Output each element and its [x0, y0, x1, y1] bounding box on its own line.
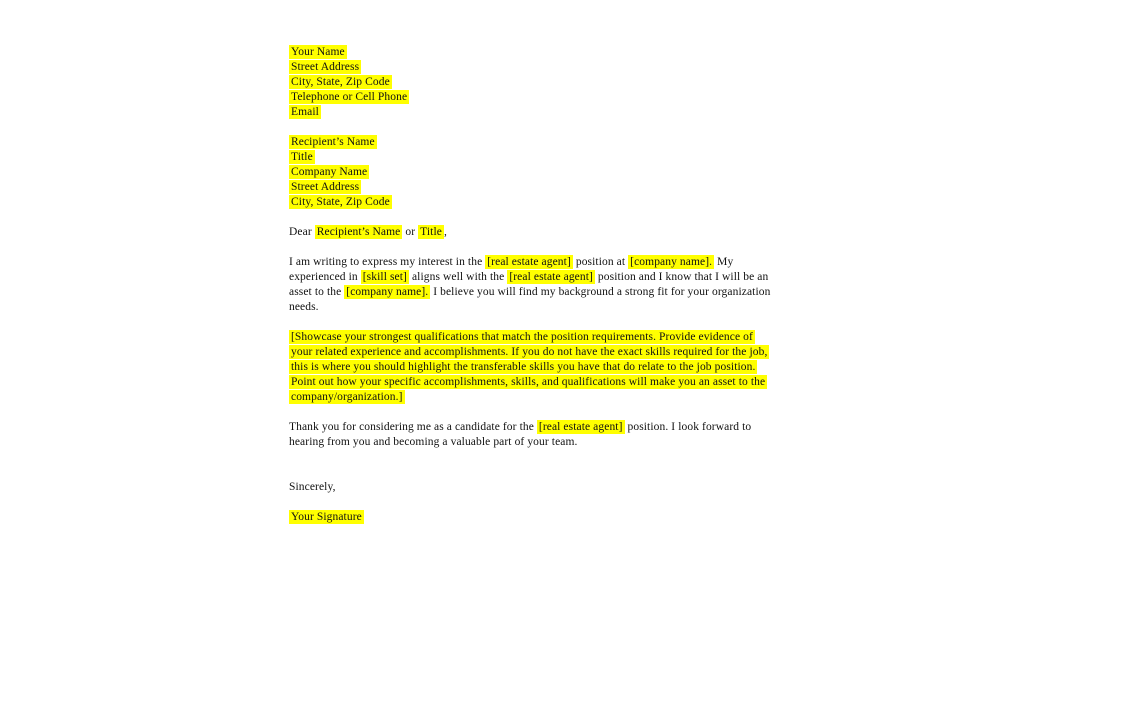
letter-line	[289, 435, 809, 450]
highlighted-placeholder: Title	[420, 226, 442, 238]
salutation-block	[289, 225, 809, 240]
letter-text: My	[714, 256, 734, 268]
highlighted-placeholder: Your Signature	[291, 511, 362, 523]
letter-text: Dear	[289, 226, 315, 238]
letter-text: asset to the	[289, 286, 345, 298]
letter-line	[289, 330, 809, 345]
highlighted-placeholder: company/organization.]	[291, 391, 403, 403]
letter-text: or	[402, 226, 419, 238]
letter-line	[289, 285, 809, 300]
letter-line	[289, 420, 809, 435]
letter-text: aligns well with the	[408, 271, 508, 283]
paragraph-thanks-block	[289, 420, 809, 450]
letter-text: Thank you for considering me as a candidate for the	[289, 421, 537, 433]
letter-text: position. I look forward to	[624, 421, 752, 433]
highlighted-placeholder: Street Address	[291, 181, 360, 193]
highlighted-placeholder: Recipient’s Name	[291, 136, 375, 148]
highlighted-placeholder: your related experience and accomplishments. If you do not have the exact skills required for the job,	[291, 346, 768, 358]
highlighted-placeholder: Title	[291, 151, 313, 163]
letter-line	[289, 360, 809, 375]
letter-line	[289, 150, 809, 165]
letter-line	[289, 195, 809, 210]
letter-line	[289, 165, 809, 180]
letter-text: Sincerely,	[289, 481, 336, 493]
highlighted-placeholder: Your Name	[291, 46, 345, 58]
highlighted-placeholder: [skill set]	[362, 271, 407, 283]
highlighted-placeholder: Point out how your specific accomplishments, skills, and qualifications will make you an asset to the	[291, 376, 766, 388]
highlighted-placeholder: [company name].	[346, 286, 429, 298]
letter-line	[289, 375, 809, 390]
letter-text: experienced in	[289, 271, 361, 283]
letter-line	[289, 510, 809, 525]
letter-text: position and I know that I will be an	[594, 271, 769, 283]
paragraph-intro-block	[289, 255, 809, 315]
highlighted-placeholder: City, State, Zip Code	[291, 76, 390, 88]
letter-text: I believe you will find my background a strong fit for your organization	[430, 286, 771, 298]
sender-address-block	[289, 45, 809, 120]
letter-line	[289, 105, 809, 120]
letter-line	[289, 75, 809, 90]
highlighted-placeholder: [real estate agent]	[509, 271, 593, 283]
letter-line	[289, 60, 809, 75]
highlighted-placeholder: Company Name	[291, 166, 368, 178]
letter-text: needs.	[289, 301, 319, 313]
highlighted-placeholder: [real estate agent]	[487, 256, 571, 268]
letter-line	[289, 270, 809, 285]
letter-line	[289, 90, 809, 105]
signature-block	[289, 510, 809, 525]
letter-line	[289, 180, 809, 195]
letter-line	[289, 300, 809, 315]
highlighted-placeholder: Telephone or Cell Phone	[291, 91, 408, 103]
highlighted-placeholder: this is where you should highlight the transferable skills you have that do relate to the job position.	[291, 361, 756, 373]
recipient-address-block	[289, 135, 809, 210]
letter-line	[289, 45, 809, 60]
highlighted-placeholder: [Showcase your strongest qualifications that match the position requirements. Provide evidence of	[291, 331, 753, 343]
letter-text: hearing from you and becoming a valuable part of your team.	[289, 436, 578, 448]
letter-line	[289, 480, 809, 495]
cover-letter-document	[289, 45, 809, 525]
highlighted-placeholder: [real estate agent]	[538, 421, 623, 433]
letter-line	[289, 225, 809, 240]
letter-line	[289, 255, 809, 270]
letter-line	[289, 345, 809, 360]
valediction-block	[289, 480, 809, 495]
highlighted-placeholder: Email	[291, 106, 319, 118]
letter-text: ,	[443, 226, 447, 238]
letter-line	[289, 135, 809, 150]
highlighted-placeholder: Recipient’s Name	[316, 226, 401, 238]
highlighted-placeholder: City, State, Zip Code	[291, 196, 390, 208]
paragraph-qualifications-block	[289, 330, 809, 405]
highlighted-placeholder: Street Address	[291, 61, 360, 73]
letter-text: position at	[572, 256, 629, 268]
letter-text: I am writing to express my interest in the	[289, 256, 486, 268]
highlighted-placeholder: [company name].	[630, 256, 713, 268]
letter-line	[289, 390, 809, 405]
